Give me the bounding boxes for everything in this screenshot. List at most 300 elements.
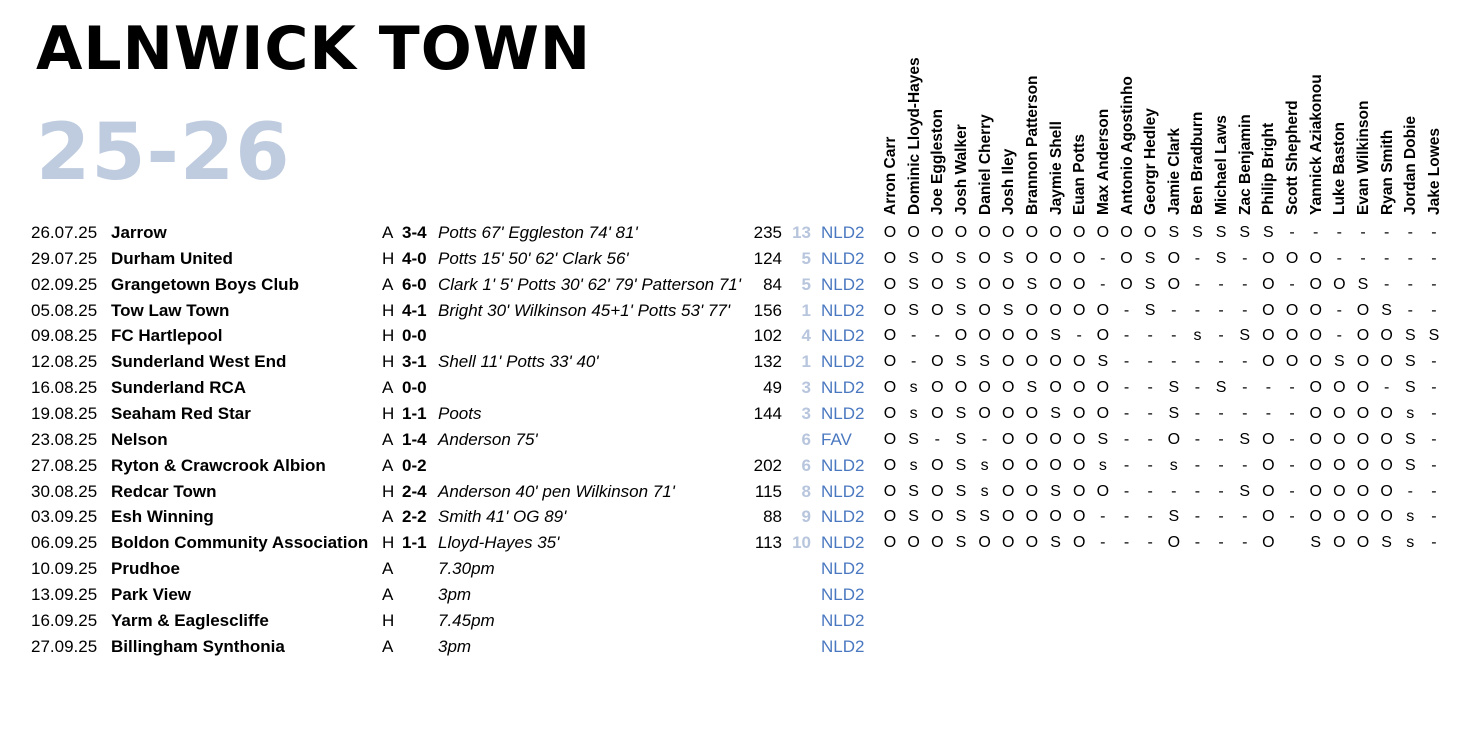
appearance-mark: O (1072, 379, 1086, 397)
fixture-date: 06.09.25 (31, 533, 98, 553)
appearance-mark: O (1002, 456, 1015, 474)
appearance-mark: - (1171, 327, 1177, 345)
appearance-mark: O (978, 224, 991, 241)
appearance-mark: S (1357, 275, 1369, 293)
appearance-mark: S (1168, 224, 1180, 241)
appearance-mark: - (1242, 534, 1248, 552)
appearance-mark: O (1356, 430, 1370, 448)
appearance-mark: S (1026, 379, 1038, 397)
score: 0-2 (402, 455, 427, 475)
appearance-mark: S (1239, 482, 1251, 500)
appearance-mark: O (1380, 404, 1393, 422)
appearance-mark: O (978, 327, 991, 345)
appearance-mark: S (1239, 327, 1251, 345)
fixture-date: 03.09.25 (31, 507, 98, 527)
appearance-mark: S (955, 249, 967, 267)
appearance-mark: S (1239, 224, 1251, 241)
appearance-mark: O (1285, 327, 1299, 345)
appearance-mark: O (883, 456, 897, 474)
competition: NLD2 (821, 584, 865, 604)
player-name: Georgr Hedley (1142, 108, 1160, 215)
appearance-mark: - (1289, 430, 1295, 448)
appearance-mark: S (955, 275, 967, 293)
appearance-mark: - (1360, 224, 1366, 241)
appearance-mark: S (908, 249, 919, 267)
appearance-mark: - (1431, 430, 1437, 448)
appearance-mark: S (1404, 456, 1416, 474)
player-header-cell (1165, 15, 1185, 215)
appearance-mark: O (931, 508, 944, 526)
player-name: Antonio Agostinho (1118, 76, 1136, 215)
appearance-mark: - (1289, 224, 1295, 241)
appearance-mark: S (1050, 327, 1061, 345)
player-name: Jake Lowes (1425, 127, 1443, 215)
appearance-mark: - (1265, 404, 1272, 422)
appearance-mark: O (1356, 301, 1370, 319)
appearance-mark: O (931, 534, 944, 552)
scorers: Anderson 75' (438, 429, 538, 449)
appearance-mark: S (955, 482, 967, 500)
appearance-mark: O (1309, 404, 1322, 422)
league-position: 1 (801, 300, 811, 320)
scorers: Shell 11' Potts 33' 40' (438, 352, 599, 372)
appearance-mark: - (1100, 249, 1106, 267)
appearance-mark: O (1002, 534, 1015, 552)
appearance-mark: O (1049, 224, 1062, 241)
appearance-mark: - (1242, 456, 1248, 474)
player-header-cell (1330, 15, 1350, 215)
appearance-mark: - (1431, 224, 1437, 241)
player-name: Dominic Lloyd-Hayes (905, 57, 923, 215)
fixture-row (0, 349, 1475, 375)
opponent-name: Yarm & Eaglescliffe (111, 610, 269, 630)
appearance-mark: - (1123, 353, 1130, 371)
appearance-mark: O (1002, 508, 1015, 526)
player-header-cell (1283, 15, 1303, 215)
venue: A (382, 223, 394, 242)
appearance-mark: - (1123, 327, 1130, 345)
appearance-mark: O (1262, 534, 1275, 552)
player-name: Jamie Clark (1165, 127, 1183, 215)
competition: NLD2 (821, 455, 865, 475)
appearance-mark: - (1147, 327, 1153, 345)
appearance-mark: - (1194, 275, 1201, 293)
appearance-mark: O (1285, 353, 1299, 371)
appearance-mark: O (1025, 430, 1039, 448)
player-header-cell (1236, 15, 1256, 215)
player-header-cell (1070, 15, 1090, 215)
appearance-mark: - (1431, 379, 1437, 397)
scorers: Lloyd-Hayes 35' (438, 533, 560, 553)
appearance-mark: - (1147, 353, 1153, 371)
scorers: Potts 67' Eggleston 74' 81' (438, 223, 638, 242)
appearance-mark: O (1356, 327, 1370, 345)
appearance-mark: O (1002, 404, 1015, 422)
appearance-mark: O (978, 379, 991, 397)
appearance-mark: - (1431, 456, 1437, 474)
appearance-mark: - (1171, 301, 1177, 319)
opponent-name: Park View (111, 584, 192, 604)
appearance-mark: - (1289, 508, 1295, 526)
player-header-cell (905, 15, 925, 215)
appearance-mark: O (1262, 249, 1275, 267)
appearance-mark: - (1218, 301, 1224, 319)
venue: A (382, 507, 394, 527)
appearance-mark: O (1309, 456, 1322, 474)
appearance-mark: O (1072, 275, 1086, 293)
venue: A (382, 636, 394, 656)
appearance-mark: - (1147, 508, 1153, 526)
appearance-mark: O (1262, 353, 1275, 371)
appearance-mark: O (931, 224, 944, 241)
competition: NLD2 (821, 559, 865, 579)
appearance-mark: S (1144, 301, 1156, 319)
appearance-mark: O (1120, 249, 1133, 267)
opponent-name: Sunderland RCA (111, 378, 247, 398)
appearance-mark: O (1356, 404, 1370, 422)
scorers: Bright 30' Wilkinson 45+1' Potts 53' 77' (438, 300, 731, 320)
fixture-date: 02.09.25 (31, 274, 98, 294)
appearance-mark: O (1309, 430, 1322, 448)
appearance-mark: s (1098, 456, 1107, 474)
appearance-mark: O (1356, 379, 1370, 397)
appearance-mark: O (1049, 353, 1062, 371)
fixture-row (0, 608, 1475, 634)
appearance-mark: - (1171, 353, 1177, 371)
appearance-mark: - (1147, 456, 1153, 474)
appearance-mark: s (1193, 327, 1202, 345)
appearance-mark: O (1356, 482, 1370, 500)
appearance-mark: S (955, 430, 967, 448)
appearance-mark: - (1100, 508, 1106, 526)
player-name: Max Anderson (1094, 108, 1112, 215)
appearance-mark: O (1002, 224, 1015, 241)
attendance: 88 (763, 507, 782, 527)
venue: A (382, 559, 394, 579)
opponent-name: Boldon Community Association (111, 533, 369, 553)
player-name: Jaymie Shell (1047, 121, 1065, 215)
appearance-mark: O (1096, 301, 1110, 319)
appearance-mark: O (1049, 275, 1062, 293)
appearance-mark: O (978, 404, 991, 422)
appearance-mark: S (1334, 353, 1345, 371)
appearance-mark: - (1147, 404, 1153, 422)
appearance-mark: O (883, 379, 897, 397)
fixture-row (0, 246, 1475, 272)
venue: H (382, 300, 395, 320)
appearance-mark: O (1309, 379, 1322, 397)
player-name: Evan Wilkinson (1355, 100, 1372, 215)
appearance-mark: - (1431, 249, 1437, 267)
player-header-cell (1259, 15, 1279, 215)
attendance: 49 (763, 378, 782, 398)
scorers: 3pm (438, 584, 472, 604)
player-name: Brannon Patterson (1023, 75, 1041, 215)
appearance-mark: O (1356, 508, 1370, 526)
appearance-mark: O (883, 301, 897, 319)
opponent-name: Tow Law Town (111, 300, 230, 320)
appearance-mark: - (1242, 379, 1248, 397)
appearance-mark: S (1097, 430, 1109, 448)
competition: NLD2 (821, 274, 865, 294)
appearance-mark: S (955, 404, 967, 422)
appearance-mark: O (1072, 482, 1086, 500)
venue: H (382, 610, 395, 630)
player-name: Luke Baston (1331, 121, 1349, 215)
player-header-cell (1188, 15, 1208, 215)
score: 1-1 (402, 403, 427, 423)
fixture-date: 16.09.25 (31, 610, 98, 630)
appearance-mark: - (1431, 301, 1437, 319)
appearance-mark: O (1262, 508, 1275, 526)
fixture-row (0, 479, 1475, 505)
scorers: Smith 41' OG 89' (438, 507, 567, 527)
player-header-cell (952, 15, 972, 215)
appearance-mark: O (1356, 534, 1370, 552)
player-name: Ben Bradburn (1189, 111, 1207, 215)
appearance-mark: - (1383, 379, 1390, 397)
appearance-mark: - (1218, 404, 1224, 422)
appearance-mark: - (1123, 534, 1130, 552)
appearance-mark: S (1144, 275, 1156, 293)
appearance-mark: O (1143, 224, 1157, 241)
fixture-date: 23.08.25 (31, 429, 98, 449)
appearance-mark: - (1218, 508, 1224, 526)
fixture-date: 13.09.25 (31, 584, 98, 604)
attendance: 84 (763, 274, 782, 294)
league-position: 13 (792, 223, 811, 242)
player-name: Josh Walker (952, 124, 970, 215)
fixture-row (0, 401, 1475, 427)
fixture-row (0, 634, 1475, 660)
appearance-mark: - (1194, 404, 1201, 422)
appearance-mark: O (1333, 430, 1346, 448)
fixture-date: 05.08.25 (31, 300, 98, 320)
appearance-mark: O (1380, 456, 1393, 474)
player-header-cell (928, 15, 948, 215)
player-name: Philip Bright (1260, 122, 1278, 215)
fixture-row (0, 298, 1475, 324)
fixture-row (0, 427, 1475, 453)
appearance-mark: O (1002, 482, 1015, 500)
appearance-mark: O (1262, 430, 1275, 448)
appearance-mark: - (1242, 249, 1248, 267)
appearance-mark: - (1123, 456, 1130, 474)
fixture-row (0, 556, 1475, 582)
appearance-mark: O (1025, 508, 1039, 526)
appearance-mark: O (1025, 534, 1039, 552)
appearance-mark: S (1215, 379, 1227, 397)
appearance-mark: s (980, 456, 989, 474)
fixture-date: 10.09.25 (31, 559, 98, 579)
appearance-mark: O (1356, 456, 1370, 474)
appearance-mark: S (955, 301, 967, 319)
player-header-cell (1141, 15, 1161, 215)
scorers: Poots (438, 403, 482, 423)
player-name: Josh Iley (1000, 148, 1018, 215)
attendance: 235 (753, 223, 782, 242)
appearance-mark: O (1025, 224, 1039, 241)
score: 2-4 (402, 481, 427, 501)
appearance-mark: - (934, 327, 940, 345)
appearance-mark: - (1194, 301, 1201, 319)
appearance-mark: O (1309, 275, 1322, 293)
appearance-mark: O (1333, 482, 1346, 500)
appearance-mark: s (1169, 456, 1178, 474)
appearance-mark: - (1123, 379, 1130, 397)
appearance-mark: O (1096, 224, 1110, 241)
appearance-mark: - (1242, 508, 1248, 526)
appearance-mark: S (1404, 327, 1416, 345)
player-name: Arron Carr (882, 136, 899, 215)
appearance-mark: s (909, 456, 918, 474)
appearance-mark: - (1218, 430, 1224, 448)
appearance-mark: S (979, 508, 990, 526)
fixture-row (0, 582, 1475, 608)
appearance-mark: O (1049, 430, 1062, 448)
appearance-mark: S (1263, 224, 1274, 241)
appearance-mark: S (908, 508, 919, 526)
appearance-mark: O (954, 327, 968, 345)
appearance-mark: - (1242, 301, 1248, 319)
league-position: 8 (801, 481, 811, 501)
appearance-mark: O (1072, 456, 1086, 474)
appearance-mark: O (978, 301, 991, 319)
appearance-mark: O (883, 482, 897, 500)
appearance-mark: - (910, 353, 917, 371)
opponent-name: Durham United (111, 248, 233, 268)
appearance-mark: O (1025, 456, 1039, 474)
appearance-mark: - (1407, 249, 1413, 267)
appearance-mark: O (1167, 430, 1181, 448)
appearance-mark: S (1144, 249, 1156, 267)
appearance-mark: - (1407, 275, 1413, 293)
appearance-mark: O (883, 249, 897, 267)
fixture-date: 27.08.25 (31, 455, 98, 475)
attendance: 115 (754, 481, 782, 501)
appearance-mark: O (1049, 379, 1062, 397)
appearance-mark: O (883, 275, 897, 293)
player-header-cell (1047, 15, 1067, 215)
appearance-mark: O (1025, 404, 1039, 422)
appearance-mark: - (1289, 275, 1295, 293)
fixture-date: 16.08.25 (31, 378, 98, 398)
league-position: 4 (801, 326, 811, 346)
player-name: Daniel Cherry (976, 114, 994, 215)
appearance-mark: - (1242, 275, 1248, 293)
scorers: 3pm (438, 636, 472, 656)
appearance-mark: O (1380, 508, 1393, 526)
venue: H (382, 248, 395, 268)
appearance-mark: S (908, 482, 919, 500)
appearance-mark: O (1309, 327, 1322, 345)
appearance-mark: - (1383, 224, 1390, 241)
appearance-mark: O (1072, 534, 1086, 552)
appearance-mark: O (883, 404, 897, 422)
score: 4-0 (402, 248, 427, 268)
opponent-name: FC Hartlepool (111, 326, 223, 346)
league-position: 6 (801, 455, 811, 475)
score: 3-1 (402, 352, 427, 372)
appearance-mark: - (1289, 379, 1295, 397)
appearance-mark: - (1194, 430, 1201, 448)
appearance-mark: S (1050, 482, 1061, 500)
appearance-mark: O (1072, 224, 1086, 241)
player-header-cell (1212, 15, 1232, 215)
appearance-mark: O (1380, 482, 1393, 500)
appearance-mark: O (1072, 301, 1086, 319)
fixture-date: 27.09.25 (31, 636, 98, 656)
competition: NLD2 (821, 610, 865, 630)
opponent-name: Redcar Town (111, 481, 217, 501)
appearance-mark: O (1025, 249, 1039, 267)
fixture-row (0, 323, 1475, 349)
appearance-mark: S (955, 534, 967, 552)
appearance-mark: - (1123, 430, 1130, 448)
competition: NLD2 (821, 300, 865, 320)
appearance-mark: O (1333, 404, 1346, 422)
appearance-mark: O (1025, 327, 1039, 345)
attendance: 156 (753, 300, 782, 320)
scorers: 7.30pm (438, 559, 495, 579)
venue: H (382, 326, 395, 346)
player-name: Ryan Smith (1378, 129, 1396, 215)
appearance-mark: - (934, 430, 940, 448)
appearance-mark: - (1242, 353, 1248, 371)
appearance-mark: O (1002, 379, 1015, 397)
venue: A (382, 274, 394, 294)
appearance-mark: - (1383, 249, 1390, 267)
player-name: Yannick Aziakonou (1307, 74, 1325, 215)
appearance-mark: O (883, 430, 897, 448)
appearance-mark: S (908, 275, 919, 293)
competition: NLD2 (821, 223, 865, 242)
competition: NLD2 (821, 378, 865, 398)
scorers: Clark 1' 5' Potts 30' 62' 79' Patterson 71' (438, 274, 741, 294)
venue: A (382, 584, 394, 604)
fixture-date: 30.08.25 (31, 481, 98, 501)
player-header-cell (1023, 15, 1043, 215)
appearance-mark: - (1431, 482, 1437, 500)
appearance-mark: O (954, 224, 968, 241)
opponent-name: Jarrow (111, 223, 167, 242)
appearance-mark: O (1333, 275, 1346, 293)
appearance-mark: - (1076, 327, 1082, 345)
appearance-mark: S (1050, 534, 1061, 552)
appearance-mark: - (1431, 353, 1437, 371)
fixture-row (0, 453, 1475, 479)
appearance-mark: O (978, 275, 991, 293)
league-position: 1 (801, 352, 811, 372)
appearance-mark: S (1168, 379, 1180, 397)
player-name: Zac Benjamin (1236, 114, 1254, 215)
appearance-mark: S (1026, 275, 1038, 293)
appearance-mark: s (1406, 404, 1415, 422)
appearance-mark: S (1168, 404, 1180, 422)
appearance-mark: O (931, 404, 944, 422)
appearance-mark: O (1049, 301, 1062, 319)
appearance-mark: - (1336, 224, 1342, 241)
appearance-mark: - (1194, 534, 1201, 552)
score: 0-0 (402, 326, 427, 346)
appearance-mark: O (1380, 353, 1393, 371)
league-position: 5 (801, 274, 811, 294)
appearance-mark: - (1431, 508, 1437, 526)
appearance-mark: O (1072, 353, 1086, 371)
opponent-name: Nelson (111, 429, 168, 449)
appearance-mark: - (1431, 404, 1437, 422)
appearance-mark: S (1428, 327, 1440, 345)
